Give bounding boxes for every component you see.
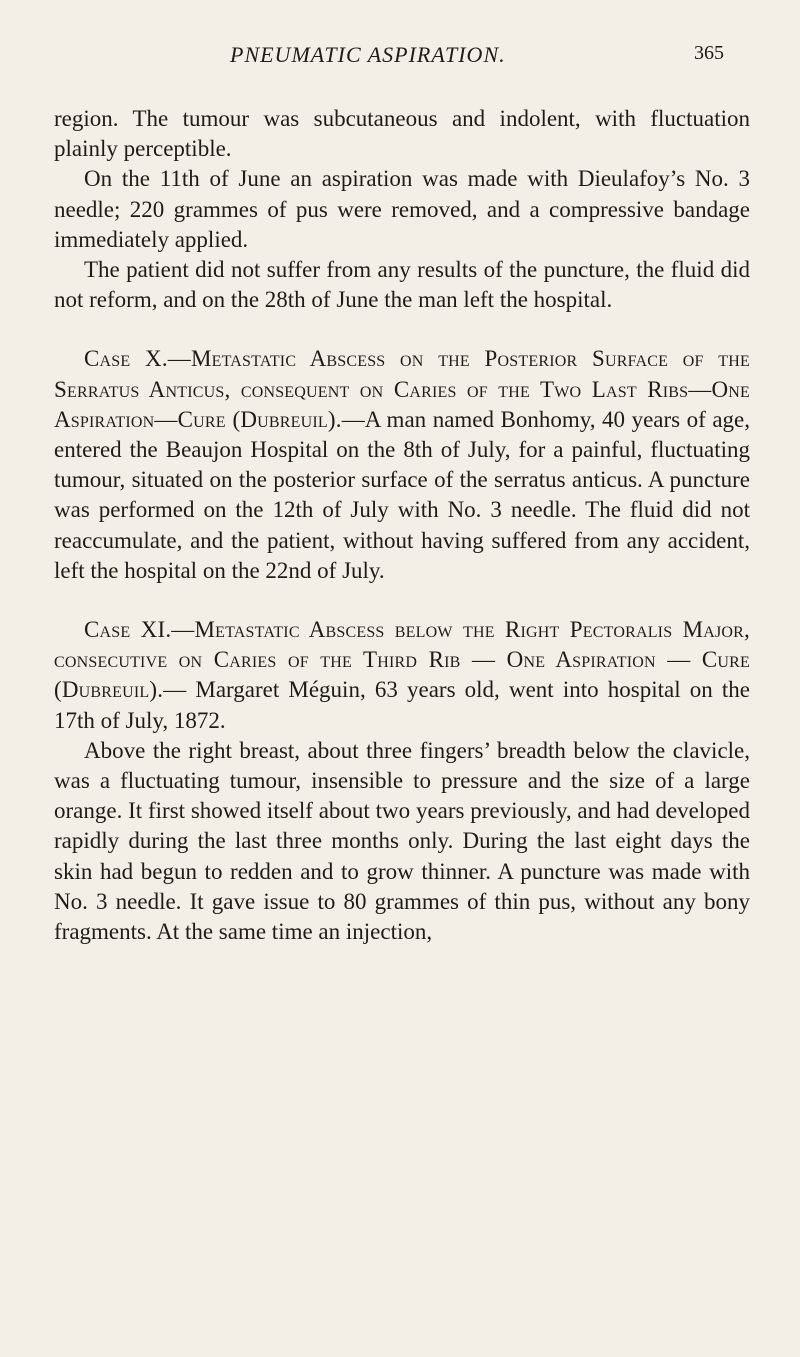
- case-x-text: —A man named Bonhomy, 40 years of age, entered the Beaujon Hospital on the 8th of July, for a painful, fluctuating tumour, situated on the posterior surface of the serratus anticus. A puncture was performed on the 12th of July with No. 3 needle. The fluid did not reaccumulate, and the patient, without having suffered from any accident, left the hospital on the 22nd of July.: [54, 406, 750, 583]
- body-text: [54, 104, 750, 947]
- running-head: [230, 42, 650, 74]
- paragraph-aspiration-date: On the 11th of June an aspiration was made with Dieulafoy’s No. 3 needle; 220 grammes of pus were removed, and a compressive bandage immediately applied.: [54, 166, 750, 252]
- case-xi-paragraph-2: Above the right breast, about three fingers’ breadth below the clavicle, was a fluctuating tumour, insensible to pressure and the size of a large orange. It first showed itself about two years previously, and had developed rapidly during the last three months only. During the last eight days the skin had begun to redden and to grow thinner. A puncture was made with No. 3 needle. It gave issue to 80 grammes of thin pus, without any bony fragments. At the same time an injection,: [54, 737, 750, 945]
- case-xi-heading: Case XI.—Metastatic Abscess below the Right Pectoralis Major, consecutive on Caries of the Third Rib — One Aspiration — Cure (Dubreuil).: [54, 617, 750, 703]
- paragraph-patient-outcome: The patient did not suffer from any results of the puncture, the fluid did not reform, and on the 28th of June the man left the hospital.: [54, 257, 750, 313]
- case-xi-paragraph: [54, 615, 750, 736]
- running-title: PNEUMATIC ASPIRATION.: [230, 42, 506, 67]
- case-x-heading: Case X.—Metastatic Abscess on the Posterior Surface of the Serratus Anticus, consequent on Caries of the Two Last Ribs—One Aspiration—Cure (Dubreuil).: [54, 346, 750, 432]
- case-x-paragraph: [54, 344, 750, 586]
- paragraph-continuation: region. The tumour was subcutaneous and indolent, with fluctuation plainly perceptible.: [54, 106, 750, 162]
- case-xi-text: — Margaret Méguin, 63 years old, went into hospital on the 17th of July, 1872.: [54, 677, 750, 733]
- page-number: 365: [694, 42, 724, 64]
